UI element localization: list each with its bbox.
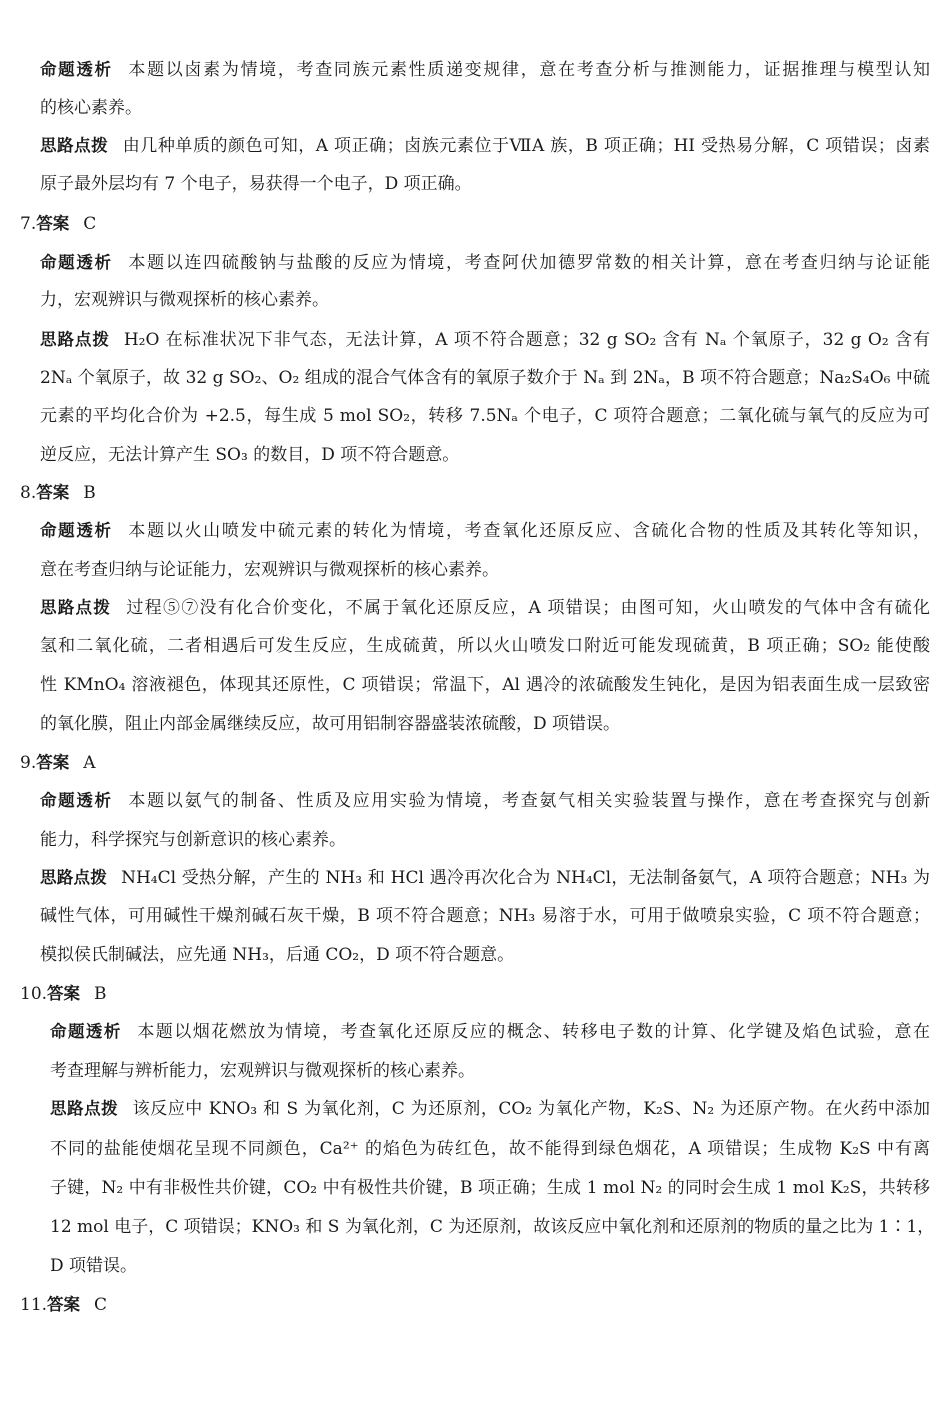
q6-hint-text-1: 由几种单质的颜色可知，A 项正确；卤族元素位于ⅦA 族，B 项正确；HI 受热易分解，C 项错误；卤素	[122, 136, 930, 156]
q8-hint-text-4: 的氧化膜，阻止内部金属继续反应，故可用铝制容器盛装浓硫酸，D 项错误。	[40, 714, 621, 734]
q9-analysis-text-1: 本题以氨气的制备、性质及应用实验为情境，考查氨气相关实验装置与操作，意在考查探究与创新	[126, 791, 931, 811]
q7-hint-line-2	[40, 367, 930, 389]
q8-hint-line-1	[40, 597, 930, 619]
q7-hint-label: 思路点拨	[40, 330, 110, 349]
q7-hint-text-4: 逆反应，无法计算产生 SO₃ 的数目，D 项不符合题意。	[40, 445, 460, 465]
q8-answer-value: B	[83, 483, 96, 503]
q9-answer-value: A	[83, 753, 96, 773]
q11-answer-line	[20, 1294, 107, 1316]
q7-analysis-label: 命题透析	[40, 253, 113, 272]
q10-number: 10.	[20, 984, 48, 1004]
q9-hint-line-2	[40, 905, 930, 927]
q6-hint-label: 思路点拨	[40, 136, 109, 155]
q8-hint-line-4	[40, 713, 620, 735]
q11-answer-label: 答案	[47, 1295, 81, 1314]
q8-hint-line-2	[40, 635, 930, 657]
q6-hint-line-2	[40, 173, 472, 195]
q7-hint-text-2: 2Nₐ 个氧原子，故 32 g SO₂、O₂ 组成的混合气体含有的氧原子数介于 Nₐ 到 2Nₐ，B 项不符合题意；Na₂S₄O₆ 中硫	[40, 368, 930, 388]
q9-analysis-text-2: 能力，科学探究与创新意识的核心素养。	[40, 830, 346, 850]
q10-hint-line-2	[50, 1138, 930, 1160]
q6-analysis-text-2: 的核心素养。	[40, 98, 142, 118]
q10-analysis-line-2	[50, 1060, 475, 1082]
q8-hint-text-3: 性 KMnO₄ 溶液褪色，体现其还原性，C 项错误；常温下，Al 遇冷的浓硫酸发生钝化，是因为铝表面生成一层致密	[40, 675, 930, 695]
q6-analysis-label: 命题透析	[40, 60, 113, 79]
q7-hint-line-4	[40, 444, 459, 466]
q10-answer-label: 答案	[47, 984, 81, 1003]
q9-answer-label: 答案	[36, 753, 70, 772]
q6-hint-text-2: 原子最外层均有 7 个电子，易获得一个电子，D 项正确。	[40, 174, 472, 194]
q8-answer-line	[20, 482, 96, 504]
q9-number: 9.	[20, 753, 37, 773]
q8-hint-line-3	[40, 674, 930, 696]
q6-analysis-line-1	[40, 59, 930, 81]
q9-hint-line-1	[40, 867, 930, 889]
q9-hint-label: 思路点拨	[40, 868, 108, 887]
q9-hint-text-2: 碱性气体，可用碱性干燥剂碱石灰干燥，B 项不符合题意；NH₃ 易溶于水，可用于做喷泉实验，C 项不符合题意；	[40, 906, 930, 926]
q7-analysis-text-1: 本题以连四硫酸钠与盐酸的反应为情境，考查阿伏加德罗常数的相关计算，意在考查归纳与论证能	[126, 253, 931, 273]
q8-analysis-text-1: 本题以火山喷发中硫元素的转化为情境，考查氧化还原反应、含硫化合物的性质及其转化等知识，	[126, 521, 931, 541]
q10-analysis-label: 命题透析	[50, 1022, 122, 1041]
q8-hint-text-1: 过程⑤⑦没有化合价变化，不属于氧化还原反应，A 项错误；由图可知，火山喷发的气体中含有硫化	[125, 598, 930, 618]
q11-answer-value: C	[94, 1295, 108, 1315]
q10-hint-line-4	[50, 1216, 935, 1238]
q6-hint-line-1	[40, 135, 930, 157]
q8-answer-label: 答案	[36, 483, 70, 502]
q10-hint-line-3	[50, 1177, 930, 1199]
q8-hint-label: 思路点拨	[40, 598, 112, 617]
q8-analysis-label: 命题透析	[40, 521, 113, 540]
q7-hint-line-1	[40, 329, 930, 351]
q10-hint-text-1: 该反应中 KNO₃ 和 S 为氧化剂，C 为还原剂，CO₂ 为氧化产物，K₂S、N₂ 为还原产物。在火药中添加	[132, 1099, 930, 1119]
q8-analysis-line-2	[40, 559, 499, 581]
q9-hint-line-3	[40, 944, 514, 966]
q10-answer-line	[20, 983, 107, 1005]
q10-hint-text-3: 子键，N₂ 中有非极性共价键，CO₂ 中有极性共价键，B 项正确；生成 1 mol N₂ 的同时会生成 1 mol K₂S，共转移	[50, 1178, 930, 1198]
q9-analysis-line-2	[40, 829, 346, 851]
q7-hint-line-3	[40, 405, 930, 427]
q7-analysis-line-1	[40, 252, 930, 274]
q7-answer-label: 答案	[36, 214, 70, 233]
q8-hint-text-2: 氢和二氧化硫，二者相遇后可发生反应，生成硫黄，所以火山喷发口附近可能发现硫黄，B 项正确；SO₂ 能使酸	[40, 636, 930, 656]
q10-hint-text-4: 12 mol 电子，C 项错误；KNO₃ 和 S 为氧化剂，C 为还原剂，故该反应中氧化剂和还原剂的物质的量之比为 1∶1，	[50, 1217, 935, 1237]
q9-hint-text-1: NH₄Cl 受热分解，产生的 NH₃ 和 HCl 遇冷再次化合为 NH₄Cl，无法制备氨气，A 项符合题意；NH₃ 为	[121, 868, 930, 888]
q9-analysis-line-1	[40, 790, 930, 812]
q10-analysis-line-1	[50, 1021, 930, 1043]
q8-analysis-text-2: 意在考查归纳与论证能力，宏观辨识与微观探析的核心素养。	[40, 560, 499, 580]
q10-hint-line-5	[50, 1255, 137, 1277]
q10-analysis-text-1: 本题以烟花燃放为情境，考查氧化还原反应的概念、转移电子数的计算、化学键及焰色试验，意在	[135, 1022, 931, 1042]
q7-hint-text-1: H₂O 在标准状况下非气态，无法计算，A 项不符合题意；32 g SO₂ 含有 Nₐ 个氧原子，32 g O₂ 含有	[123, 330, 930, 350]
q10-hint-label: 思路点拨	[50, 1099, 119, 1118]
q7-analysis-text-2: 力，宏观辨识与微观探析的核心素养。	[40, 290, 329, 310]
q6-analysis-line-2	[40, 97, 142, 119]
q7-answer-line	[20, 213, 96, 235]
q7-number: 7.	[20, 214, 37, 234]
q9-analysis-label: 命题透析	[40, 791, 113, 810]
q8-analysis-line-1	[40, 520, 930, 542]
q8-number: 8.	[20, 483, 37, 503]
q9-hint-text-3: 模拟侯氏制碱法，应先通 NH₃，后通 CO₂，D 项不符合题意。	[40, 945, 515, 965]
q10-hint-text-5: D 项错误。	[50, 1256, 138, 1276]
q10-answer-value: B	[94, 984, 107, 1004]
q7-analysis-line-2	[40, 289, 329, 311]
q10-analysis-text-2: 考查理解与辨析能力，宏观辨识与微观探析的核心素养。	[50, 1061, 475, 1081]
q11-number: 11.	[20, 1295, 48, 1315]
q7-answer-value: C	[83, 214, 97, 234]
q10-hint-line-1	[50, 1098, 930, 1120]
q7-hint-text-3: 元素的平均化合价为 +2.5，每生成 5 mol SO₂，转移 7.5Nₐ 个电子，C 项符合题意；二氧化硫与氧气的反应为可	[40, 406, 930, 426]
q6-analysis-text-1: 本题以卤素为情境，考查同族元素性质递变规律，意在考查分析与推测能力，证据推理与模型认知	[126, 60, 931, 80]
q10-hint-text-2: 不同的盐能使烟花呈现不同颜色，Ca²⁺ 的焰色为砖红色，故不能得到绿色烟花，A 项错误；生成物 K₂S 中有离	[50, 1139, 930, 1159]
q9-answer-line	[20, 752, 96, 774]
